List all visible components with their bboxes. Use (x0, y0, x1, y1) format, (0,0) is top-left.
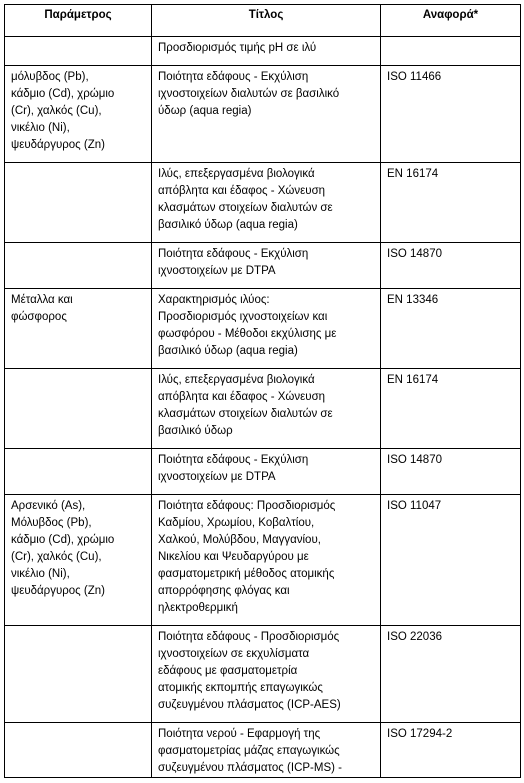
title-line: ύδωρ (aqua regia) (158, 105, 252, 117)
title-line: ιχνοστοιχείων με DTPA (158, 265, 276, 277)
parameter-line: ψευδάργυρος (Zn) (11, 585, 105, 597)
cell-title (152, 495, 381, 626)
title-line: Νικελίου και Ψευδαργύρου με (158, 551, 309, 563)
title-line: Ποιότητα εδάφους - Προσδιορισμός (158, 631, 340, 643)
title-line: βασιλικό ύδωρ (aqua regia) (158, 219, 298, 231)
cell-title (152, 449, 381, 495)
title-line: Προσδιορισμός ιχνοστοιχείων και (158, 311, 328, 323)
cell-parameter (5, 243, 152, 289)
cell-reference: ISO 14870 (381, 449, 521, 495)
table-row (5, 37, 521, 66)
cell-parameter (5, 369, 152, 449)
parameter-line: μόλυβδος (Pb), (11, 71, 89, 83)
cell-title (152, 369, 381, 449)
cell-title (152, 289, 381, 369)
title-line: απόβλητα και έδαφος - Χώνευση (158, 185, 326, 197)
title-line: Ιλύς, επεξεργασμένα βιολογικά (158, 168, 315, 180)
title-line: φωσφόρου - Μέθοδοι εκχύλισης με (158, 328, 337, 340)
cell-parameter (5, 289, 152, 369)
table-row (5, 495, 521, 626)
table-row (5, 449, 521, 495)
table-row (5, 66, 521, 163)
cell-title (152, 243, 381, 289)
title-line: Χαλκού, Μολύβδου, Μαγγανίου, (158, 534, 321, 546)
cell-reference: EN 16174 (381, 163, 521, 243)
cell-reference: EN 16174 (381, 369, 521, 449)
title-line: βασιλικό ύδωρ (158, 425, 233, 437)
title-line: Προσδιορισμός τιμής pH σε ιλύ (158, 42, 317, 54)
table-row (5, 369, 521, 449)
parameter-line: (Cr), χαλκός (Cu), (11, 105, 102, 117)
cell-reference (381, 37, 521, 66)
table-row (5, 163, 521, 243)
header-reference: Αναφορά* (381, 5, 521, 37)
cell-reference: ISO 11047 (381, 495, 521, 626)
cell-parameter (5, 495, 152, 626)
title-line: Ποιότητα εδάφους: Προσδιορισμός (158, 500, 336, 512)
parameter-line: (Cr), χαλκός (Cu), (11, 551, 102, 563)
parameter-line: φώσφορος (11, 311, 67, 323)
title-line: Ποιότητα εδάφους - Εκχύλιση (158, 71, 309, 83)
parameter-line: κάδμιο (Cd), χρώμιο (11, 534, 115, 546)
title-line: ιχνοστοιχείων με DTPA (158, 471, 276, 483)
table-body (5, 37, 521, 778)
title-line: απόβλητα και έδαφος - Χώνευση (158, 391, 326, 403)
cell-parameter (5, 449, 152, 495)
standards-table (4, 4, 521, 778)
title-line: ιχνοστοιχείων σε εκχυλίσματα (158, 648, 310, 660)
title-line: απορρόφησης φλόγας και (158, 585, 290, 597)
cell-reference: ISO 14870 (381, 243, 521, 289)
cell-reference: ISO 17294-2 (381, 723, 521, 778)
cell-reference: ISO 11466 (381, 66, 521, 163)
table-row (5, 243, 521, 289)
title-line: συζευγμένου πλάσματος (ICP-AES) (158, 699, 341, 711)
cell-parameter (5, 66, 152, 163)
cell-title (152, 626, 381, 723)
parameter-line: ψευδάργυρος (Zn) (11, 139, 105, 151)
title-line: Χαρακτηρισμός ιλύος: (158, 294, 270, 306)
title-line: κλασμάτων στοιχείων διαλυτών σε (158, 202, 333, 214)
cell-reference: EN 13346 (381, 289, 521, 369)
parameter-line: Μόλυβδος (Pb), (11, 517, 92, 529)
cell-parameter (5, 626, 152, 723)
title-line: ατομικής εκπομπής επαγωγικώς (158, 682, 323, 694)
table-row (5, 723, 521, 778)
table-header-row (5, 5, 521, 37)
table-row (5, 626, 521, 723)
parameter-line: νικέλιο (Ni), (11, 568, 70, 580)
title-line: φασματομετρίας μάζας επαγωγικώς (158, 745, 340, 757)
parameter-line: Αρσενικό (As), (11, 500, 86, 512)
parameter-line: Μέταλλα και (11, 294, 73, 306)
cell-title (152, 66, 381, 163)
cell-parameter (5, 163, 152, 243)
title-line: Ποιότητα εδάφους - Εκχύλιση (158, 454, 309, 466)
header-parameter: Παράμετρος (5, 5, 152, 37)
document-page (4, 4, 520, 778)
title-line: Καδμίου, Χρωμίου, Κοβαλτίου, (158, 517, 315, 529)
title-line: Ποιότητα εδάφους - Εκχύλιση (158, 248, 309, 260)
parameter-line: κάδμιο (Cd), χρώμιο (11, 88, 115, 100)
cell-title (152, 163, 381, 243)
title-line: εδάφους με φασματομετρία (158, 665, 298, 677)
cell-title (152, 37, 381, 66)
cell-title (152, 723, 381, 778)
header-title: Τίτλος (152, 5, 381, 37)
title-line: Ποιότητα νερού - Εφαρμογή της (158, 728, 321, 740)
cell-reference: ISO 22036 (381, 626, 521, 723)
title-line: φασματομετρική μέθοδος ατομικής (158, 568, 335, 580)
title-line: Ιλύς, επεξεργασμένα βιολογικά (158, 374, 315, 386)
table-row (5, 289, 521, 369)
title-line: συζευγμένου πλάσματος (ICP-MS) - (158, 762, 342, 774)
title-line: κλασμάτων στοιχείων διαλυτών σε (158, 408, 333, 420)
cell-parameter (5, 37, 152, 66)
parameter-line: νικέλιο (Ni), (11, 122, 70, 134)
title-line: ηλεκτροθερμική (158, 602, 238, 614)
title-line: ιχνοστοιχείων διαλυτών σε βασιλικό (158, 88, 340, 100)
cell-parameter (5, 723, 152, 778)
title-line: βασιλικό ύδωρ (aqua regia) (158, 345, 298, 357)
